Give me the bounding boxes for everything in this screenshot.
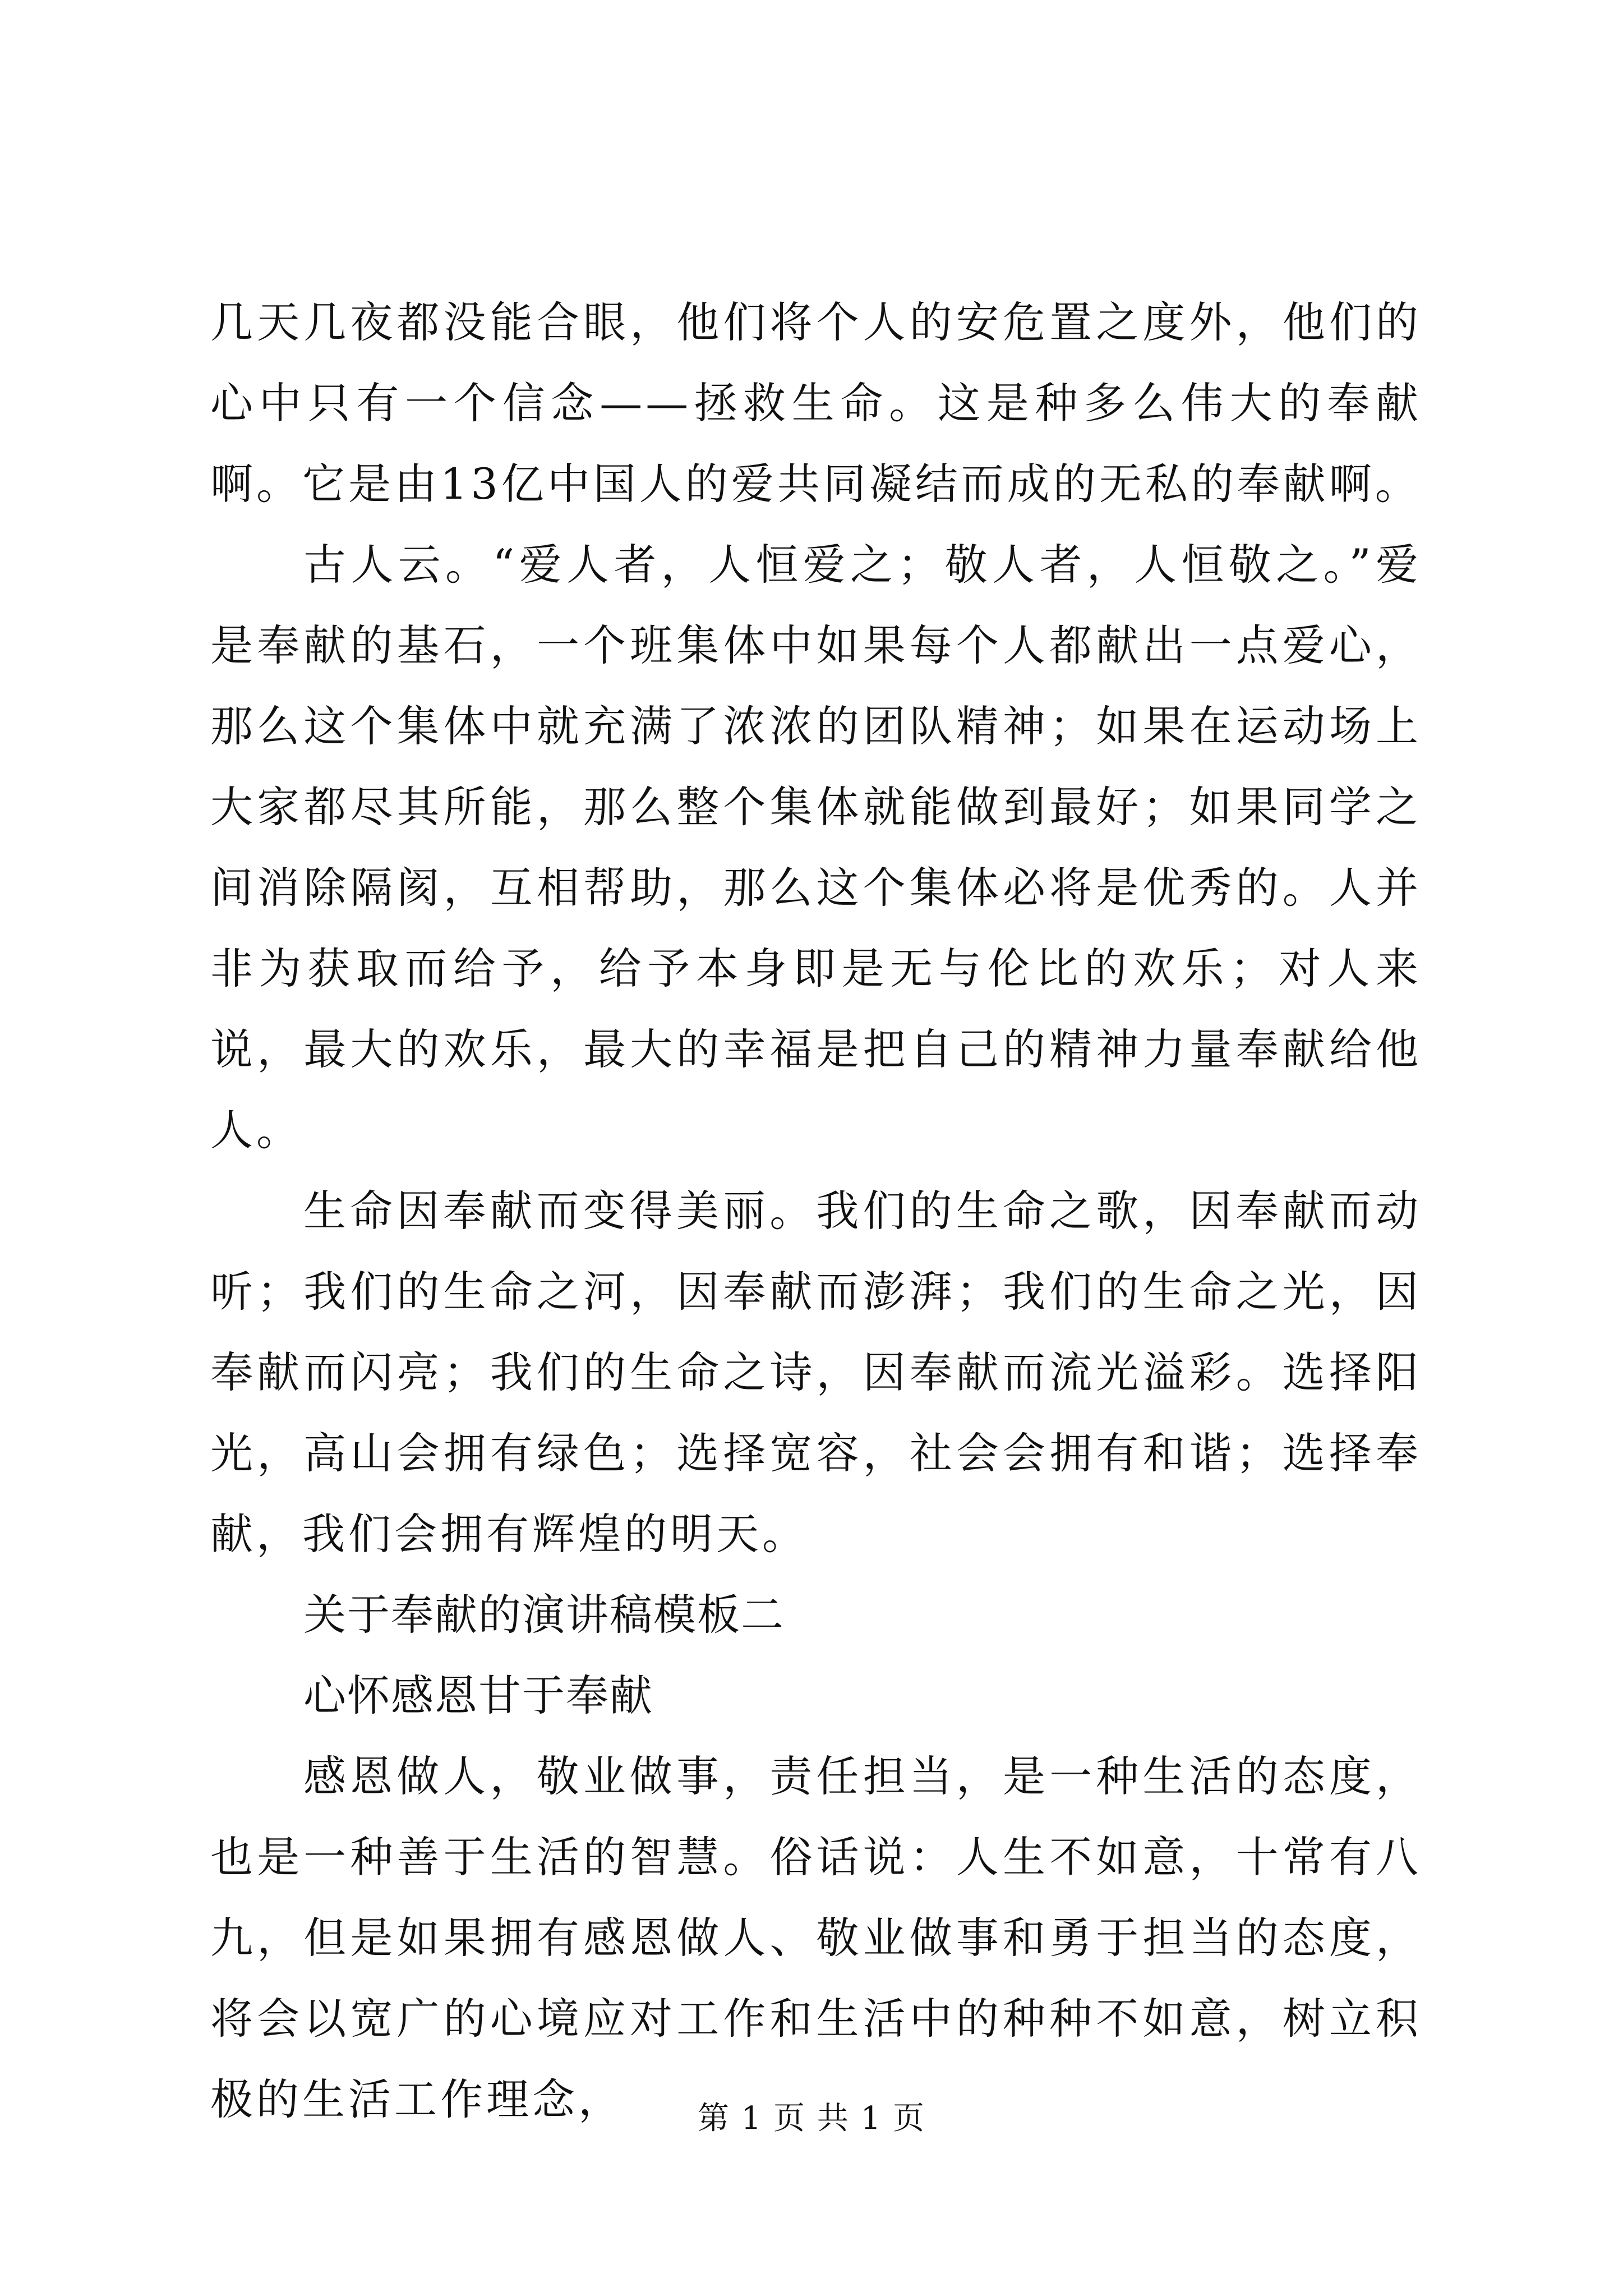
- section-heading: 关于奉献的演讲稿模板二: [303, 1590, 785, 1640]
- body-paragraph-1: 几天几夜都没能合眼，他们将个人的安危置之度外，他们的心中只有一个信念——拯救生命。这是种多么伟大的奉献啊。它是由13亿中国人的爱共同凝结而成的无私的奉献啊。: [210, 297, 1422, 509]
- body-paragraph-4: 感恩做人，敬业做事，责任担当，是一种生活的态度，也是一种善于生活的智慧。俗话说：人生不如意，十常有八九，但是如果拥有感恩做人、敬业做事和勇于担当的态度，将会以宽广的心境应对工作和生活中的种种不如意，树立积极的生活工作理念，: [210, 1751, 1422, 2124]
- page-footer: 第 1 页 共 1 页: [697, 2100, 926, 2137]
- body-paragraph-3: 生命因奉献而变得美丽。我们的生命之歌，因奉献而动听；我们的生命之河，因奉献而澎湃；我们的生命之光，因奉献而闪亮；我们的生命之诗，因奉献而流光溢彩。选择阳光，高山会拥有绿色；选择宽容，社会会拥有和谐；选择奉献，我们会拥有辉煌的明天。: [210, 1186, 1422, 1559]
- speech-title: 心怀感恩甘于奉献: [303, 1671, 653, 1720]
- body-paragraph-2: 古人云。“爱人者，人恒爱之；敬人者，人恒敬之。”爱是奉献的基石，一个班集体中如果每个人都献出一点爱心，那么这个集体中就充满了浓浓的团队精神；如果在运动场上大家都尽其所能，那么整个集体就能做到最好；如果同学之间消除隔阂，互相帮助，那么这个集体必将是优秀的。人并非为获取而给予，给予本身即是无与伦比的欢乐；对人来说，最大的欢乐，最大的幸福是把自己的精神力量奉献给他人。: [210, 540, 1422, 1155]
- document-body: [210, 282, 1422, 2140]
